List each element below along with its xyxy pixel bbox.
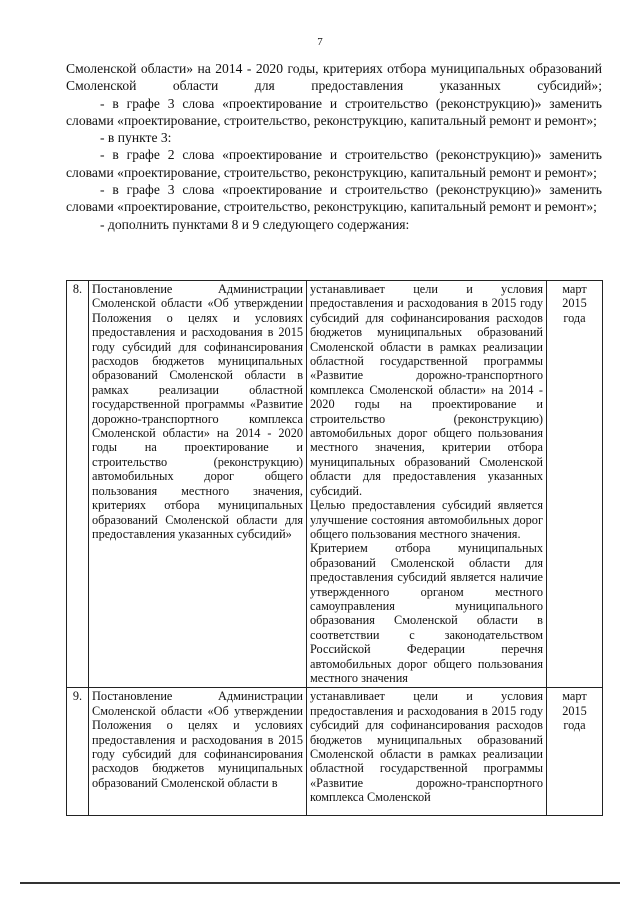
intro-paragraph: - в графе 3 слова «проектирование и строительство (реконструкцию)» заменить словами «проектирование, строительство, реконструкцию, капитальный ремонт и ремонт»; bbox=[66, 182, 602, 215]
intro-paragraph: - дополнить пунктами 8 и 9 следующего содержания: bbox=[100, 216, 410, 232]
amendments-table bbox=[66, 280, 603, 816]
intro-text bbox=[66, 60, 602, 233]
table-row bbox=[67, 281, 603, 688]
document-title-text: Постановление Администрации Смоленской области «Об утверждении Положения о целях и условиях предоставления и расходования в 2015 году субсидий для софинансирования расходов бюджетов муниципальных образований Смоленской области в bbox=[92, 689, 303, 790]
content-paragraph: устанавливает цели и условия предоставления и расходования в 2015 году субсидий для софинансирования расходов бюджетов муниципальных образований Смоленской области в рамках реализации областной государственной программы «Развитие дорожно-транспортного комплекса Смоленской области» на 2014 - 2020 годы на проектирование и строительство (реконструкцию) автомобильных дорог общего пользования местного значения, критерии отбора муниципальных образований Смоленской области для предоставления указанных субсидий. bbox=[310, 282, 543, 498]
intro-paragraph: Смоленской области» на 2014 - 2020 годы, критериях отбора муниципальных образований Смоленской области для предоставления указанных субсидий»; bbox=[66, 61, 602, 94]
bottom-rule bbox=[20, 882, 620, 884]
content-cell bbox=[307, 281, 547, 688]
page-number: 7 bbox=[317, 36, 323, 48]
row-number: 9. bbox=[67, 688, 89, 816]
intro-paragraph: - в графе 2 слова «проектирование и строительство (реконструкцию)» заменить словами «проектирование, строительство, реконструкцию, капитальный ремонт и ремонт»; bbox=[66, 147, 602, 180]
document-title-cell bbox=[89, 688, 307, 816]
content-paragraph: устанавливает цели и условия предоставления и расходования в 2015 году субсидий для софинансирования расходов бюджетов муниципальных образований Смоленской области в рамках реализации областной государственной программы «Развитие дорожно-транспортного комплекса Смоленской bbox=[310, 689, 543, 805]
table-row bbox=[67, 688, 603, 816]
content-paragraph: Целью предоставления субсидий является улучшение состояния автомобильных дорог общего пользования местного значения. bbox=[310, 498, 543, 541]
content-paragraph: Критерием отбора муниципальных образований Смоленской области для предоставления субсидий является наличие утвержденного органом местного самоуправления муниципального образования Смоленской области в соответствии с законодательством Российской Федерации перечня автомобильных дорог общего пользования местного значения bbox=[310, 541, 543, 685]
date-cell: март 2015 года bbox=[547, 688, 603, 816]
date-cell: март 2015 года bbox=[547, 281, 603, 688]
row-number: 8. bbox=[67, 281, 89, 688]
intro-paragraph: - в графе 3 слова «проектирование и строительство (реконструкцию)» заменить словами «проектирование, строительство, реконструкцию, капитальный ремонт и ремонт»; bbox=[66, 95, 602, 128]
intro-paragraph: - в пункте 3: bbox=[100, 130, 172, 146]
content-cell bbox=[307, 688, 547, 816]
document-title-cell: Постановление Администрации Смоленской области «Об утверждении Положения о целях и условиях предоставления и расходования в 2015 году субсидий для софинансирования расходов бюджетов муниципальных образований Смоленской области в рамках реализации областной государственной программы «Развитие дорожно-транспортного комплекса Смоленской области» на 2014 - 2020 годы на проектирование и строительство (реконструкцию) автомобильных дорог общего пользования местного значения, критериях отбора муниципальных образований Смоленской области для предоставления указанных субсидий» bbox=[89, 281, 307, 688]
